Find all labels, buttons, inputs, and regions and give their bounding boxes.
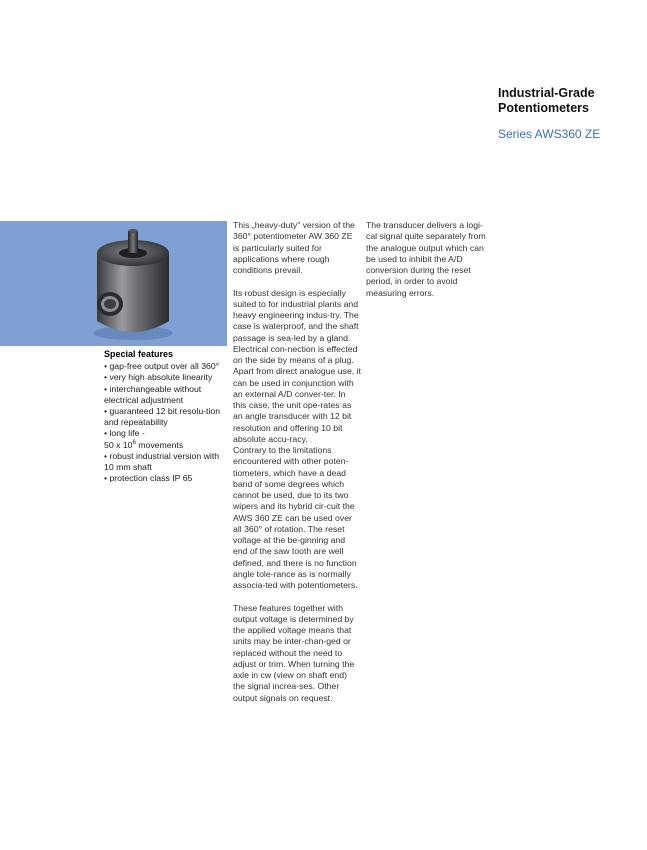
series-subtitle: Series AWS360 ZE <box>498 127 601 141</box>
feature-item: • robust industrial version with 10 mm shaft <box>104 450 220 473</box>
features-heading: Special features <box>104 349 174 359</box>
paragraph-logic-signal: The transducer delivers a logi-cal signal quite separately from the analogue output which can be used to inhibit the A/D conversion during the reset period, in order to avoid measuring errors. <box>366 220 486 298</box>
paragraph-features: These features together with output voltage is determined by the applied voltage means that units may be inter-chan-ged or replaced without the need to adjust or trim. When turning the axle in cw (view on shaft end) the signal increa-ses. Other output signals on request. <box>233 602 355 703</box>
feature-life-exponent: 6 <box>132 439 136 446</box>
connector-plug <box>97 292 123 316</box>
page-title <box>498 86 595 116</box>
feature-life-base: 50 x 10 <box>104 439 133 450</box>
feature-item: • very high absolute linearity <box>104 372 213 383</box>
body-column-1 <box>233 220 361 704</box>
feature-item: • interchangeable without electrical adjustment <box>104 383 202 405</box>
title-line-1: Industrial-Grade <box>498 86 595 100</box>
feature-item: • guaranteed 12 bit resolu-tion and repeatability <box>104 406 221 428</box>
feature-item: • protection class IP 65 <box>104 473 193 484</box>
title-line-2: Potentiometers <box>498 101 589 115</box>
paragraph-intro: This „heavy-duty" version of the 360° potentiometer AW 360 ZE is particularly suited for applications where rough conditions prevail. <box>233 220 355 275</box>
potentiometer-photo <box>0 221 227 346</box>
body-column-2 <box>366 220 490 299</box>
paragraph-limitations: Contrary to the limitations encountered with other poten-tiometers, which have a dead band of some degrees which cannot be used, due to its two wipers and its hybrid cir-cuit the AWS 360 ZE can be used over all 360° of rotation. The reset voltage at the be-ginning and end of the saw tooth are well defined, and there is no function angle tole-rance as is normally associa-ted with potentiometers. <box>233 445 358 590</box>
feature-life-unit: movements <box>135 439 184 450</box>
features-list <box>104 361 228 484</box>
product-photo-band <box>0 221 227 346</box>
feature-item: • gap-free output over all 360° <box>104 361 220 372</box>
feature-life-label: • long life - <box>104 428 145 439</box>
paragraph-design: Its robust design is especially suited to for industrial plants and heavy engineering indus-try. The case is waterproof, and the shaft passage is sea-led by a gland. Electrical con-nection is effected on the side by means of a plug. Apart from direct analogue use, it can be used in conjunction with an external A/D conver-ter. In this case, the unit ope-rates as an angle transducer with 12 bit resolution and offering 10 bit absolute accu-racy. <box>233 287 361 444</box>
special-features <box>104 349 228 484</box>
feature-item <box>104 428 228 450</box>
